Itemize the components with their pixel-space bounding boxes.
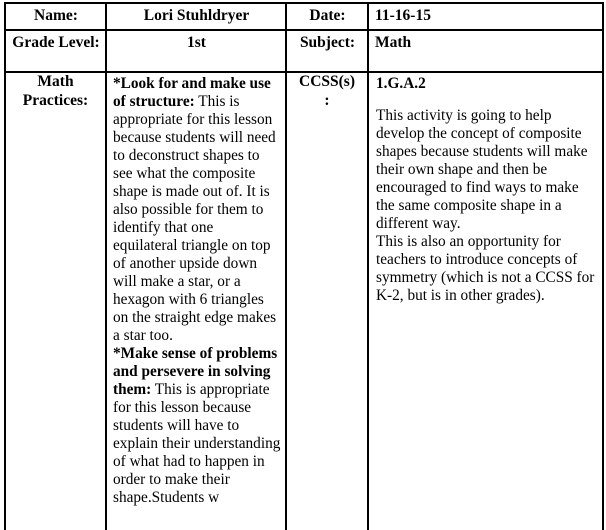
math-practices-label-cell (5, 72, 106, 530)
practice-paragraph-structure (113, 75, 281, 345)
ccss-standard-code: 1.G.A.2 (376, 75, 426, 93)
practice-structure-heading: *Look for and make use of structure: (113, 75, 271, 111)
table-row-grade (5, 30, 603, 72)
practice-paragraph-persevere (113, 345, 281, 507)
ccss-label-line1: CCSS(s) (299, 73, 355, 91)
practice-structure-body: This is appropriate for this lesson because students will need to deconstruct shapes to see what the composite shape is made out of. It is also possible for them to identify that one equilateral triangle on top of another upside down will make a star, or a hexagon with 6 triangles on the straight edge makes a star too. (113, 93, 277, 344)
practice-persevere-heading: *Make sense of problems and persevere in solving them: (113, 344, 278, 398)
name-label-cell (5, 3, 106, 30)
subject-value-cell[interactable] (368, 30, 603, 72)
subject-label: Subject: (299, 34, 356, 52)
ccss-label-line2: : (324, 91, 330, 109)
grade-level-value: 1st (187, 34, 206, 52)
practice-persevere-cutoff: Students w (151, 488, 220, 506)
table-row-name (5, 3, 603, 30)
grade-level-label: Grade Level: (12, 34, 100, 52)
date-label: Date: (309, 7, 346, 24)
grade-label-cell (5, 30, 106, 72)
date-value: 11-16-15 (375, 7, 431, 24)
ccss-label (287, 73, 367, 110)
ccss-paragraph-1: This activity is going to help develop the concept of composite shapes because students will make their own shape and then be encouraged to find ways to make the same composite shape in a different way. (376, 107, 588, 233)
table-row-body (5, 72, 603, 530)
subject-value: Math (375, 34, 412, 52)
math-practices-label: Math Practices: (22, 73, 89, 109)
grade-value-cell[interactable] (106, 30, 286, 72)
date-value-cell[interactable] (368, 3, 603, 30)
ccss-paragraph-2: This is also an opportunity for teachers to introduce concepts of symmetry (which is not a CCSS for K-2, but is in other grades). (376, 233, 595, 304)
math-practices-content-cell[interactable] (106, 72, 286, 530)
math-practices-text (107, 73, 285, 506)
name-value-cell[interactable] (106, 3, 286, 30)
name-value: Lori Stuhldryer (143, 7, 250, 24)
lesson-plan-table (4, 2, 604, 530)
subject-label-cell (286, 30, 368, 72)
ccss-content-cell[interactable] (368, 72, 603, 530)
ccss-label-cell (286, 72, 368, 530)
name-label: Name: (34, 7, 78, 24)
practice-persevere-body: This is appropriate for this lesson because students will have to explain their understanding of what had to happen in order to make their shape. (113, 380, 281, 506)
ccss-text (369, 73, 602, 305)
date-label-cell (286, 3, 368, 30)
